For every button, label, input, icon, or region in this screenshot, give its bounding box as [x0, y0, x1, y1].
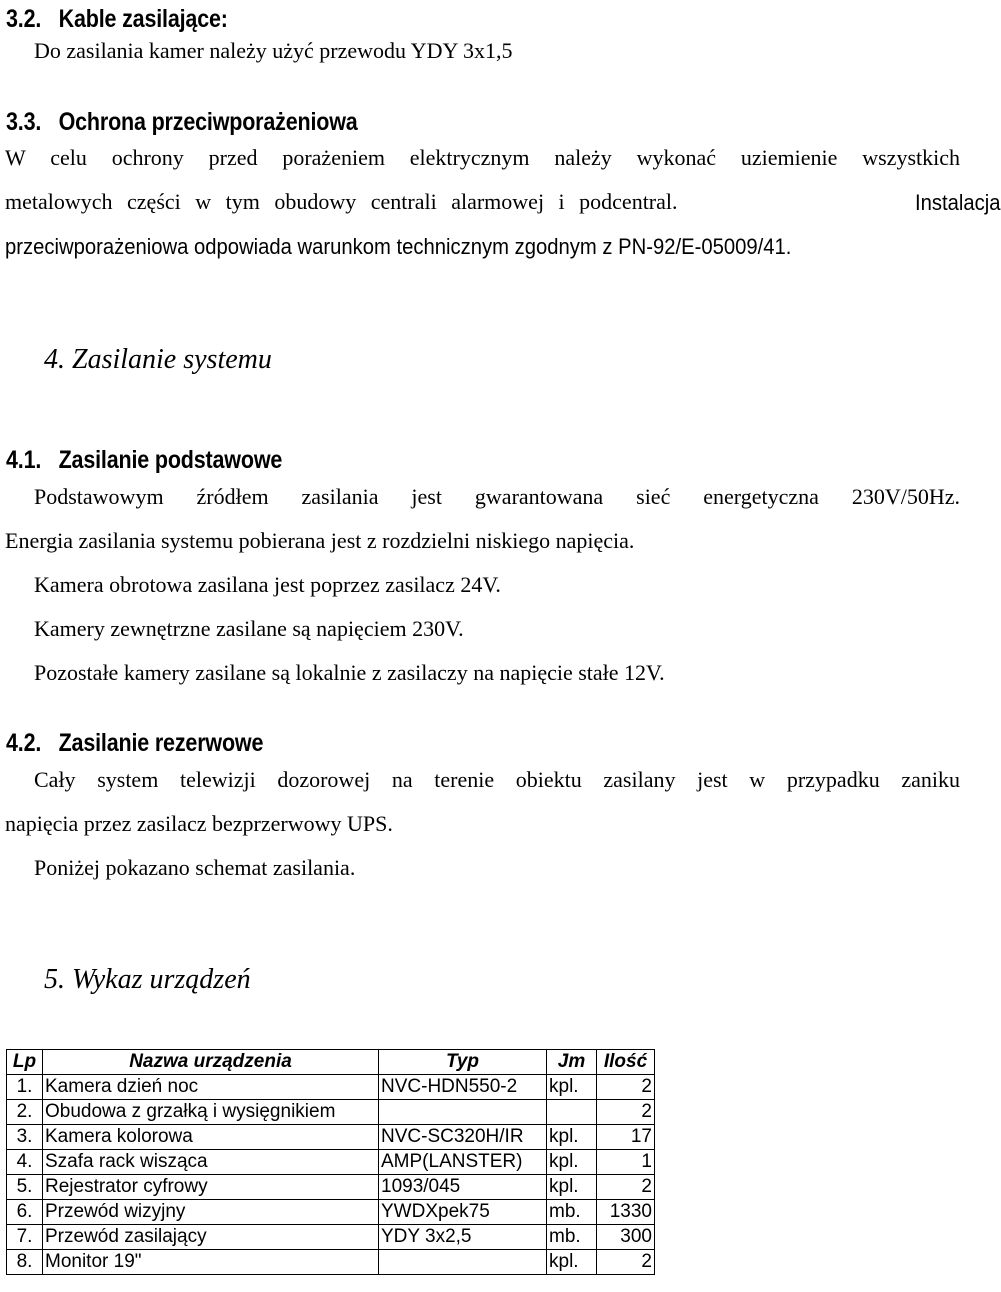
column-header-qty: Ilość — [597, 1050, 655, 1075]
heading-number: 4.2. — [6, 729, 42, 757]
cell-lp: 5. — [7, 1175, 43, 1200]
column-header-lp: Lp — [7, 1050, 43, 1075]
table-row — [7, 1175, 655, 1200]
cell-lp: 1. — [7, 1075, 43, 1100]
paragraph-line-row — [5, 189, 1001, 215]
paragraph-line: napięcia przez zasilacz bezprzerwowy UPS. — [5, 811, 393, 836]
cell-name: Szafa rack wisząca — [43, 1150, 379, 1175]
cell-lp: 6. — [7, 1200, 43, 1225]
heading-title: Wykaz urządzeń — [72, 964, 251, 995]
heading-5 — [44, 964, 251, 996]
paragraph-line: Podstawowym źródłem zasilania jest gwarantowana sieć energetyczna 230V/50Hz. — [34, 484, 960, 509]
paragraph-line: Kamera obrotowa zasilana jest poprzez zasilacz 24V. — [34, 572, 501, 597]
column-header-type: Typ — [379, 1050, 547, 1075]
heading-4-1 — [6, 446, 282, 475]
cell-type — [379, 1250, 547, 1275]
paragraph: Do zasilania kamer należy użyć przewodu YDY 3x1,5 — [34, 38, 513, 63]
cell-name: Przewód wizyjny — [43, 1200, 379, 1225]
cell-unit: kpl. — [547, 1175, 597, 1200]
paragraph-line: metalowych części w tym obudowy centrali alarmowej i podcentral. — [5, 189, 678, 214]
cell-type: NVC-SC320H/IR — [379, 1125, 547, 1150]
cell-unit — [547, 1100, 597, 1125]
table-row — [7, 1125, 655, 1150]
paragraph-line: Cały system telewizji dozorowej na terenie obiektu zasilany jest w przypadku zaniku — [34, 767, 960, 792]
paragraph-line: Energia zasilania systemu pobierana jest z rozdzielni niskiego napięcia. — [5, 528, 635, 553]
column-header-name: Nazwa urządzenia — [43, 1050, 379, 1075]
heading-number: 3.2. — [6, 5, 42, 33]
cell-name: Kamera kolorowa — [43, 1125, 379, 1150]
cell-type: YWDXpek75 — [379, 1200, 547, 1225]
cell-qty: 1330 — [597, 1200, 655, 1225]
column-header-unit: Jm — [547, 1050, 597, 1075]
heading-title: Kable zasilające: — [58, 5, 228, 33]
cell-unit: kpl. — [547, 1075, 597, 1100]
cell-type: 1093/045 — [379, 1175, 547, 1200]
cell-unit: kpl. — [547, 1125, 597, 1150]
heading-title: Ochrona przeciwporażeniowa — [58, 108, 358, 136]
cell-lp: 7. — [7, 1225, 43, 1250]
cell-qty: 300 — [597, 1225, 655, 1250]
heading-number: 4.1. — [6, 446, 42, 474]
cell-type: YDY 3x2,5 — [379, 1225, 547, 1250]
paragraph-line: przeciwporażeniowa odpowiada warunkom technicznym zgodnym z PN-92/E-05009/41. — [5, 234, 792, 259]
heading-title: Zasilanie systemu — [72, 344, 272, 375]
cell-qty: 2 — [597, 1250, 655, 1275]
heading-3-2 — [6, 5, 228, 34]
cell-name: Kamera dzień noc — [43, 1075, 379, 1100]
table-row — [7, 1225, 655, 1250]
cell-lp: 2. — [7, 1100, 43, 1125]
cell-lp: 8. — [7, 1250, 43, 1275]
cell-lp: 4. — [7, 1150, 43, 1175]
paragraph-line-sans: Instalacja — [915, 190, 1001, 215]
heading-title: Zasilanie rezerwowe — [58, 729, 264, 757]
cell-qty: 2 — [597, 1175, 655, 1200]
heading-number: 3.3. — [6, 108, 42, 136]
cell-unit: kpl. — [547, 1150, 597, 1175]
cell-lp: 3. — [7, 1125, 43, 1150]
cell-name: Rejestrator cyfrowy — [43, 1175, 379, 1200]
paragraph-line: Pozostałe kamery zasilane są lokalnie z zasilaczy na napięcie stałe 12V. — [34, 660, 665, 685]
cell-unit: mb. — [547, 1200, 597, 1225]
table-row — [7, 1250, 655, 1275]
heading-3-3 — [6, 108, 358, 137]
heading-title: Zasilanie podstawowe — [58, 446, 283, 474]
table-row — [7, 1150, 655, 1175]
cell-type: AMP(LANSTER) — [379, 1150, 547, 1175]
table-header-row — [7, 1050, 655, 1075]
cell-type — [379, 1100, 547, 1125]
heading-4-2 — [6, 729, 263, 758]
cell-name: Przewód zasilający — [43, 1225, 379, 1250]
cell-unit: kpl. — [547, 1250, 597, 1275]
cell-qty: 1 — [597, 1150, 655, 1175]
paragraph-line: W celu ochrony przed porażeniem elektrycznym należy wykonać uziemienie wszystkich — [5, 145, 960, 170]
cell-qty: 2 — [597, 1075, 655, 1100]
cell-name: Obudowa z grzałką i wysięgnikiem — [43, 1100, 379, 1125]
table-row — [7, 1200, 655, 1225]
heading-number: 5. — [44, 964, 65, 995]
paragraph-line: Poniżej pokazano schemat zasilania. — [34, 855, 356, 880]
heading-4 — [44, 344, 272, 376]
heading-number: 4. — [44, 344, 65, 375]
cell-unit: mb. — [547, 1225, 597, 1250]
paragraph-line: Kamery zewnętrzne zasilane są napięciem 230V. — [34, 616, 464, 641]
table-row — [7, 1100, 655, 1125]
cell-type: NVC-HDN550-2 — [379, 1075, 547, 1100]
cell-qty: 17 — [597, 1125, 655, 1150]
cell-qty: 2 — [597, 1100, 655, 1125]
table-row — [7, 1075, 655, 1100]
cell-name: Monitor 19" — [43, 1250, 379, 1275]
device-table — [6, 1049, 655, 1275]
